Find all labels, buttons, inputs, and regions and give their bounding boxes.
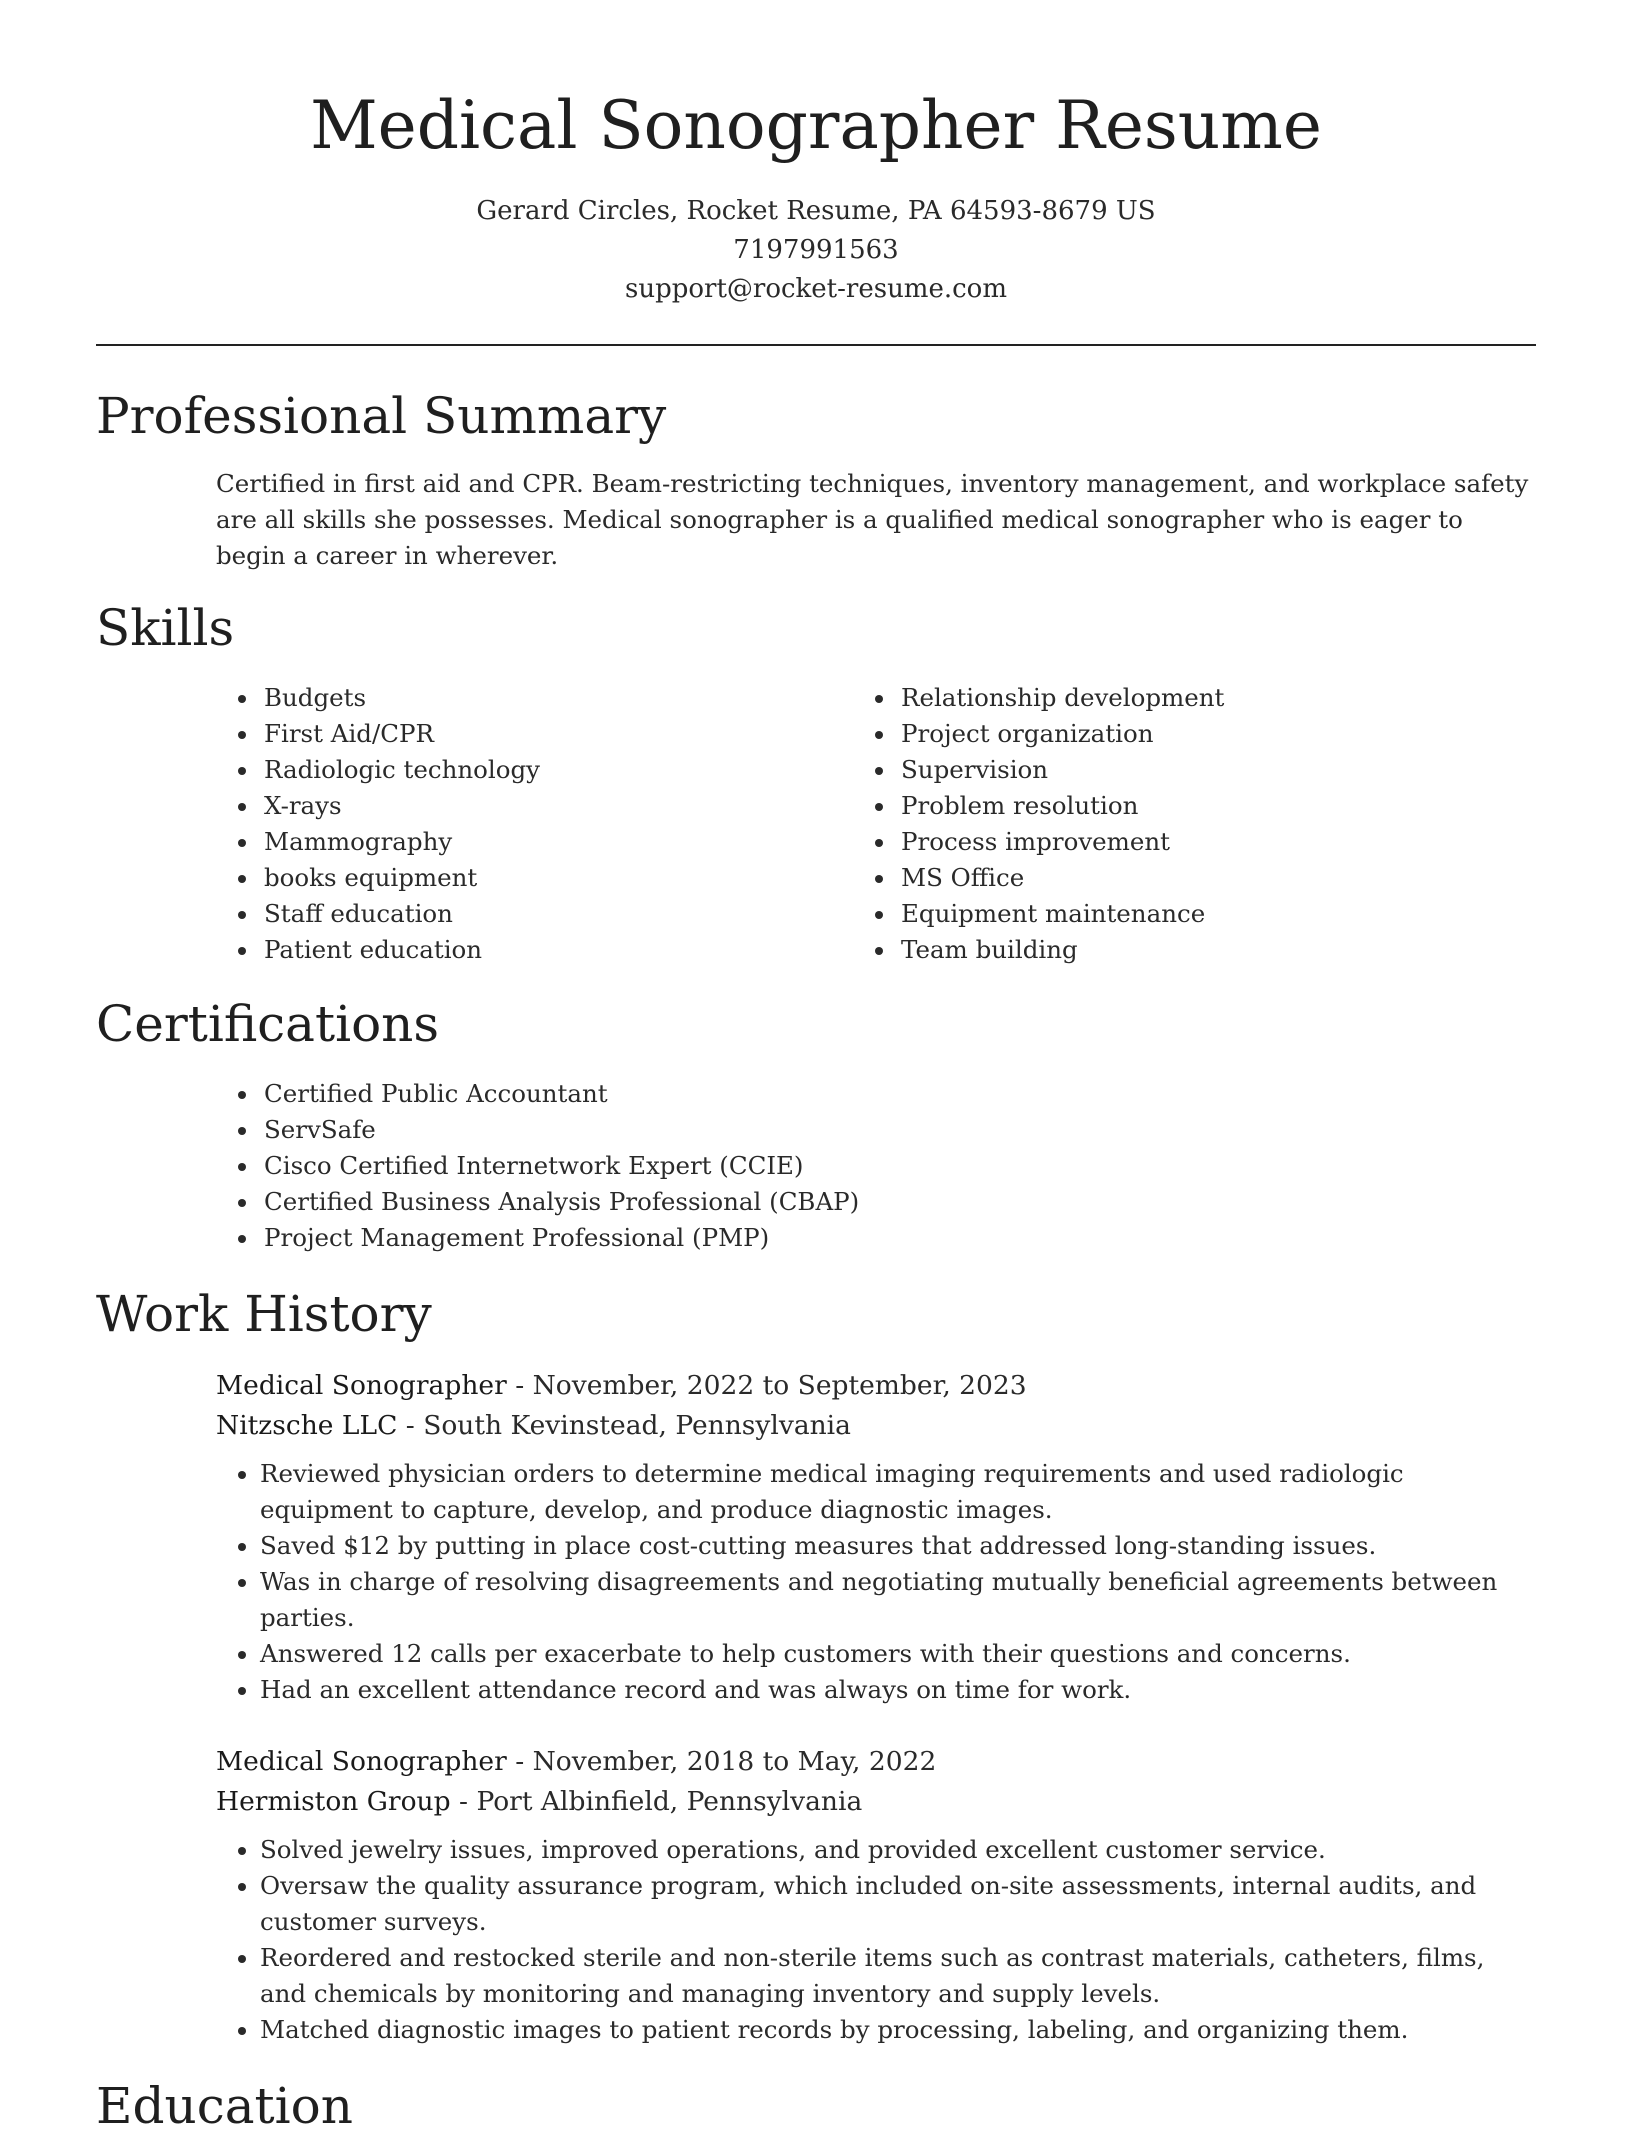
- skills-columns: [96, 680, 1536, 968]
- skill-item: • First Aid/CPR: [260, 716, 746, 752]
- skill-item: • Process improvement: [897, 824, 1396, 860]
- skill-item: • Mammography: [260, 824, 746, 860]
- skill-item: • Patient education: [260, 932, 746, 968]
- job-duty: • Reviewed physician orders to determine medical imaging requirements and used radiologic equipment to capture, develop, and produce diagnostic images.: [260, 1456, 1536, 1528]
- job-location: South Kevinstead, Pennsylvania: [423, 1410, 851, 1441]
- certification-item: • Certified Business Analysis Professional (CBAP): [260, 1184, 1536, 1220]
- job-duty: • Had an excellent attendance record and was always on time for work.: [260, 1672, 1536, 1708]
- job-duty: • Was in charge of resolving disagreements and negotiating mutually beneficial agreements between parties.: [260, 1564, 1536, 1636]
- job-entry: [216, 1366, 1536, 1708]
- job-location: Port Albinfield, Pennsylvania: [476, 1786, 863, 1817]
- summary-text: Certified in first aid and CPR. Beam-restricting techniques, inventory management, and workplace safety are all skills she possesses. Medical sonographer is a qualified medical sonographer who is eager to begin a career in wherever.: [216, 469, 1529, 570]
- job-company: Nitzsche LLC: [216, 1410, 398, 1441]
- skill-item: • Supervision: [897, 752, 1396, 788]
- header-divider: [96, 344, 1536, 346]
- certifications-heading: Certifications: [96, 995, 440, 1053]
- skills-list-right: [746, 680, 1396, 968]
- contact-phone: 7197991563: [733, 235, 899, 265]
- job-duty: • Saved $12 by putting in place cost-cutting measures that addressed long-standing issues.: [260, 1528, 1536, 1564]
- job-duty: • Oversaw the quality assurance program, which included on-site assessments, internal audits, and customer surveys.: [260, 1868, 1536, 1940]
- skill-item: • Radiologic technology: [260, 752, 746, 788]
- job-title-line: [216, 1366, 1536, 1406]
- job-company-line: [216, 1782, 1536, 1822]
- job-title: Medical Sonographer: [216, 1746, 507, 1777]
- resume-title: Medical Sonographer Resume: [310, 87, 1322, 164]
- skill-item: • Budgets: [260, 680, 746, 716]
- skill-item: • Relationship development: [897, 680, 1396, 716]
- separator: -: [459, 1786, 468, 1817]
- separator: -: [515, 1746, 525, 1777]
- certifications-list: [96, 1076, 1536, 1256]
- certification-item: • Project Management Professional (PMP): [260, 1220, 1536, 1256]
- skill-item: • books equipment: [260, 860, 746, 896]
- separator: -: [405, 1410, 415, 1441]
- job-entry: [216, 1742, 1536, 2048]
- skill-item: • Problem resolution: [897, 788, 1396, 824]
- skills-heading: Skills: [96, 599, 235, 657]
- job-dates: November, 2022 to September, 2023: [532, 1370, 1027, 1401]
- work-history-heading: Work History: [96, 1285, 432, 1343]
- skill-item: • Staff education: [260, 896, 746, 932]
- job-dates: November, 2018 to May, 2022: [532, 1746, 937, 1777]
- certification-item: • Certified Public Accountant: [260, 1076, 1536, 1112]
- skills-list-left: [96, 680, 746, 968]
- job-title: Medical Sonographer: [216, 1370, 507, 1401]
- resume-page: [96, 0, 1536, 2138]
- education-heading: Education: [96, 2077, 353, 2135]
- certification-item: • Cisco Certified Internetwork Expert (CCIE): [260, 1148, 1536, 1184]
- skill-item: • Equipment maintenance: [897, 896, 1396, 932]
- contact-address: Gerard Circles, Rocket Resume, PA 64593-8679 US: [476, 196, 1156, 226]
- job-duties-list: [216, 1456, 1536, 1708]
- skill-item: • Project organization: [897, 716, 1396, 752]
- summary-heading: Professional Summary: [96, 387, 667, 445]
- job-company: Hermiston Group: [216, 1786, 451, 1817]
- separator: -: [515, 1370, 525, 1401]
- contact-block: [96, 192, 1536, 309]
- job-duty: • Answered 12 calls per exacerbate to help customers with their questions and concerns.: [260, 1636, 1536, 1672]
- job-company-line: [216, 1406, 1536, 1446]
- job-duties-list: [216, 1832, 1536, 2048]
- skill-item: • MS Office: [897, 860, 1396, 896]
- contact-email: support@rocket-resume.com: [624, 274, 1007, 304]
- skill-item: • Team building: [897, 932, 1396, 968]
- job-duty: • Reordered and restocked sterile and non-sterile items such as contrast materials, catheters, films, and chemicals by monitoring and managing inventory and supply levels.: [260, 1940, 1536, 2012]
- job-duty: • Matched diagnostic images to patient records by processing, labeling, and organizing them.: [260, 2012, 1536, 2048]
- job-duty: • Solved jewelry issues, improved operations, and provided excellent customer service.: [260, 1832, 1536, 1868]
- skill-item: • X-rays: [260, 788, 746, 824]
- certification-item: • ServSafe: [260, 1112, 1536, 1148]
- job-title-line: [216, 1742, 1536, 1782]
